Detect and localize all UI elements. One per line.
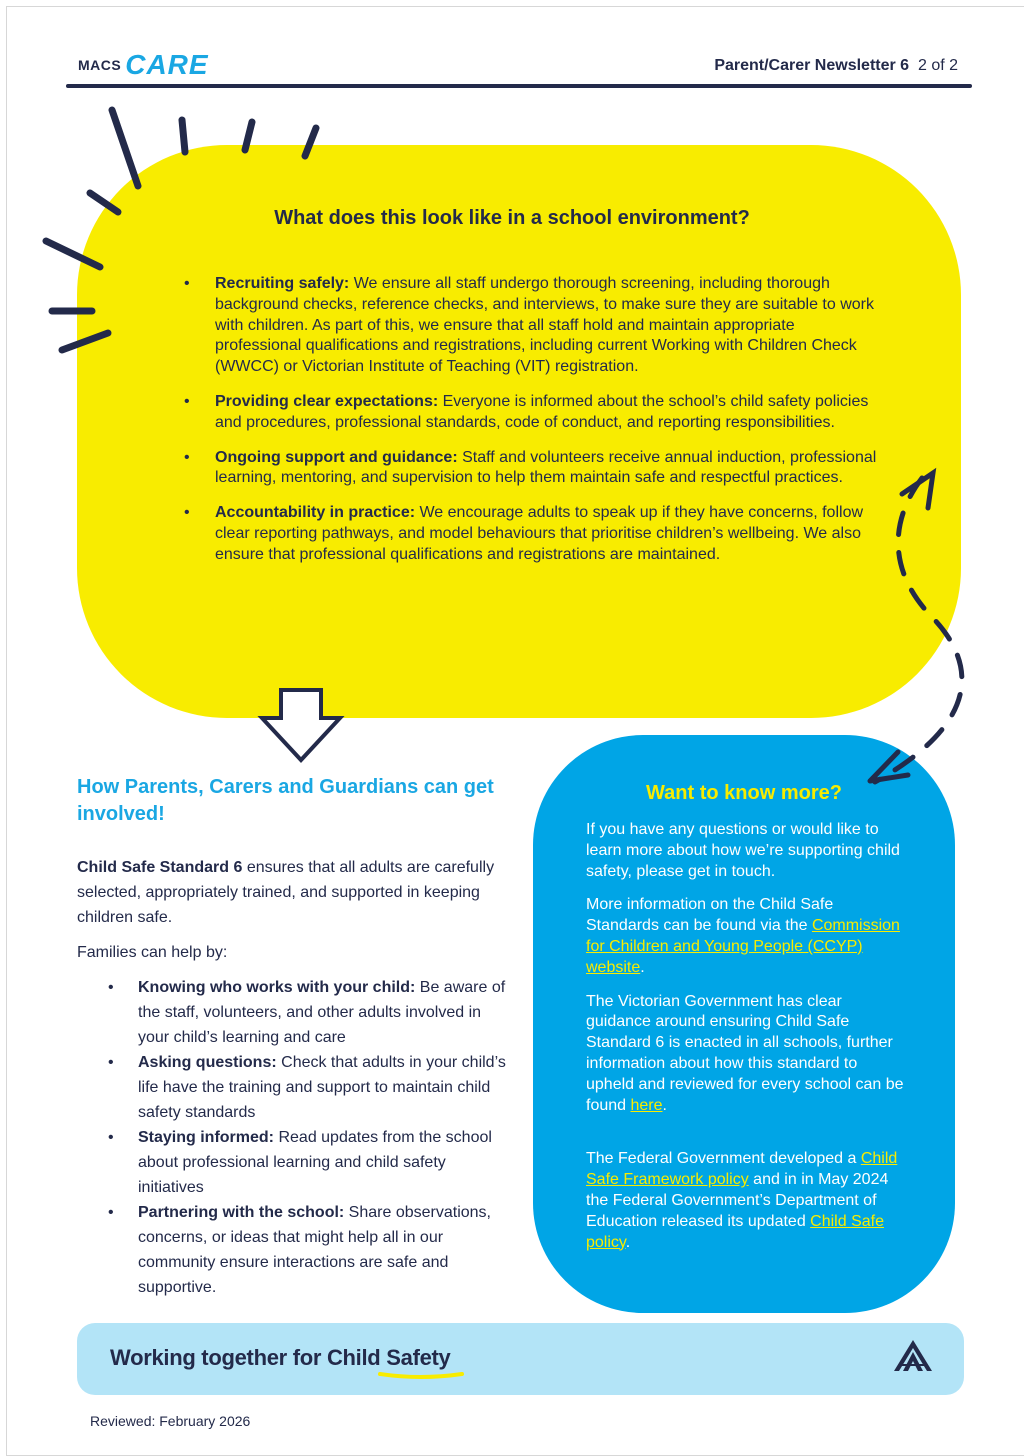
item-text: Read updates from the school about professional learning and child safety initiatives bbox=[138, 1129, 492, 1196]
paragraph-text: The Federal Government developed a bbox=[586, 1150, 861, 1168]
item-text: Staff and volunteers receive annual induction, professional learning, mentoring, and supervision to help them maintain safe and respectful practices. bbox=[215, 448, 877, 487]
item-heading: Accountability in practice: bbox=[215, 504, 416, 522]
macs-care-logo bbox=[78, 50, 209, 80]
item-heading: Knowing who works with your child: bbox=[138, 979, 416, 996]
item-text: We ensure all staff undergo thorough screening, including thorough background checks, reference checks, and interviews, to make sure they are suitable to work with children. As part of this, we ensure that all staff hold and maintain appropriate professional qualifications and registrations, including current Working with Children Check (WWCC) or Victorian Institute of Teaching (VIT) registration. bbox=[215, 275, 874, 376]
paragraph-text: and in in May 2024 the Federal Government’s Department of Education released its updated bbox=[586, 1171, 889, 1230]
paragraph-end: . bbox=[662, 1096, 667, 1114]
paragraph-text: The Victorian Government has clear guidance around ensuring Child Safe Standard 6 is enacted in all schools, further information about how this standard to upheld and reviewed for every school can be found bbox=[586, 992, 904, 1114]
here-link[interactable]: here bbox=[630, 1096, 663, 1114]
paragraph-end: . bbox=[625, 1233, 631, 1251]
item-text: Everyone is informed about the school’s child safety policies and procedures, professional standards, code of conduct, and reporting responsibilities. bbox=[215, 392, 869, 431]
logo-care-text: CARE bbox=[125, 49, 209, 80]
newsletter-header bbox=[714, 57, 958, 75]
list-item bbox=[184, 448, 884, 490]
know-more-body bbox=[586, 820, 906, 1266]
list-item bbox=[108, 1125, 508, 1200]
school-environment-title: What does this look like in a school environment? bbox=[274, 207, 750, 229]
footer-slogan: Working together for Child Safety bbox=[110, 1345, 451, 1370]
item-heading: Asking questions: bbox=[138, 1054, 277, 1071]
involved-list bbox=[108, 975, 508, 1300]
list-item bbox=[184, 392, 884, 434]
families-label: Families can help by: bbox=[77, 944, 228, 961]
list-item bbox=[184, 503, 884, 565]
item-heading: Providing clear expectations: bbox=[215, 392, 439, 410]
list-item bbox=[108, 975, 508, 1050]
list-item bbox=[108, 1200, 508, 1300]
item-heading: Ongoing support and guidance: bbox=[215, 448, 458, 466]
item-heading: Staying informed: bbox=[138, 1129, 275, 1146]
paragraph-text: More information on the Child Safe Standards can be found via the bbox=[586, 896, 834, 935]
child-safe-policy-link[interactable]: Child Safe policy bbox=[586, 1212, 884, 1251]
reviewed-date: Reviewed: February 2026 bbox=[90, 1413, 251, 1429]
item-text: Share observations, concerns, or ideas that might help all in our community ensure interactions are safe and supportive. bbox=[138, 1204, 491, 1296]
intro-bold: Child Safe Standard 6 bbox=[77, 859, 243, 876]
know-more-title: Want to know more? bbox=[646, 782, 842, 804]
logo-macs-text: MACS bbox=[78, 57, 122, 73]
paragraph-end: . bbox=[640, 958, 645, 976]
newsletter-title: Parent/Carer Newsletter 6 bbox=[714, 57, 910, 74]
ccyp-website-link[interactable]: Commission for Children and Young People (CCYP) website bbox=[586, 917, 900, 976]
school-environment-list bbox=[184, 274, 884, 580]
header-rule bbox=[66, 84, 972, 88]
know-more-paragraph bbox=[586, 895, 906, 978]
involved-title: How Parents, Carers and Guardians can get involved! bbox=[77, 776, 494, 825]
child-safe-framework-link[interactable]: Child Safe Framework policy bbox=[586, 1150, 898, 1189]
know-more-paragraph bbox=[586, 1149, 906, 1253]
know-more-paragraph: If you have any questions or would like to learn more about how we’re supporting child safety, please get in touch. bbox=[586, 821, 900, 880]
list-item bbox=[108, 1050, 508, 1125]
know-more-paragraph bbox=[586, 992, 906, 1117]
item-heading: Recruiting safely: bbox=[215, 275, 350, 292]
intro-text: ensures that all adults are carefully selected, appropriately trained, and supported in keeping children safe. bbox=[77, 859, 495, 926]
list-item bbox=[184, 274, 884, 378]
item-text: Be aware of the staff, volunteers, and other adults involved in your child’s learning and care bbox=[138, 979, 506, 1046]
page-info: 2 of 2 bbox=[917, 57, 958, 74]
item-text: Check that adults in your child’s life have the training and support to maintain child safety standards bbox=[138, 1054, 506, 1121]
item-text: We encourage adults to speak up if they have concerns, follow clear reporting pathways, and model behaviours that prioritise children’s wellbeing. We also ensure that professional qualifications and registrations are maintained. bbox=[215, 504, 864, 563]
item-heading: Partnering with the school: bbox=[138, 1204, 345, 1221]
involved-intro bbox=[77, 855, 497, 930]
